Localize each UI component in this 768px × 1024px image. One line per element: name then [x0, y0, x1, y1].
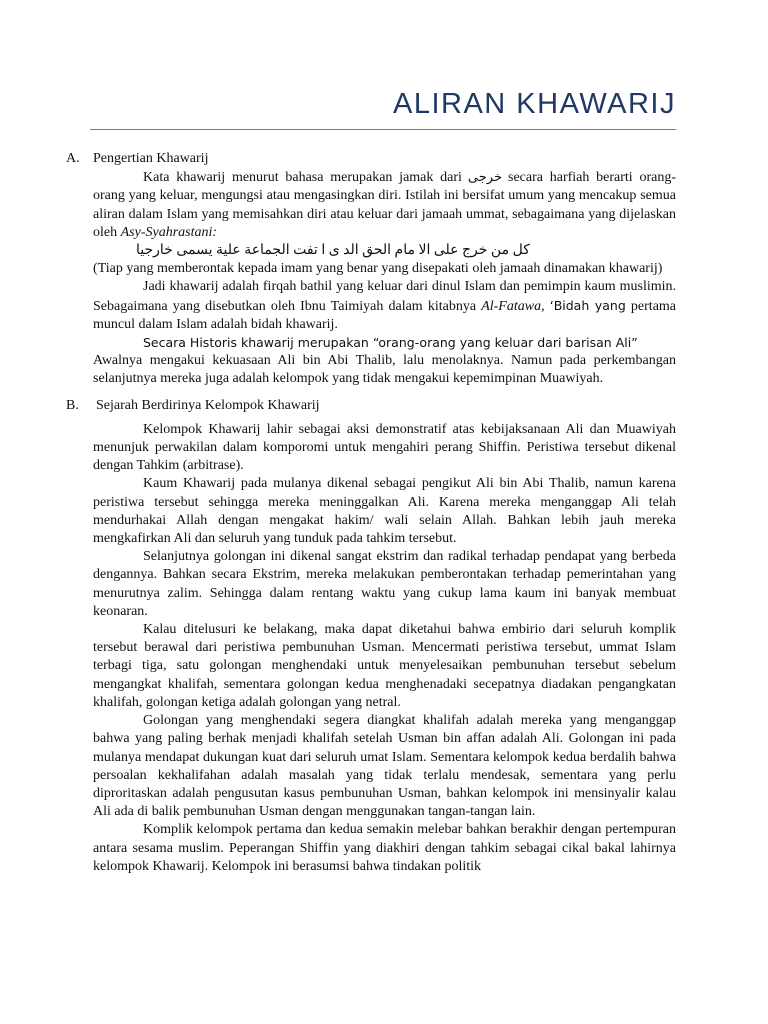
paragraph-text: secara harfiah berarti orang-orang yang keluar, mengungsi atau mengasingkan diri. Istilah ini bersifat umum yang mencakup semua aliran dalam Islam yang memisahkan diri atau keluar dari jamaah ummat, sebagaimana yang dijelaskan oleh [93, 170, 676, 240]
italic-reference: Asy-Syahrastani: [120, 224, 218, 240]
paragraph-text: Jadi khawarij adalah firqah bathil yang keluar dari dinul Islam dan pemimpin kaum muslimin. Sebagaimana yang disebutkan oleh Ibnu Taimiyah dalam kitabnya [93, 279, 676, 314]
document-body [66, 150, 676, 876]
paragraph-historis [66, 334, 676, 389]
paragraph: Selanjutnya golongan ini dikenal sangat ekstrim dan radikal terhadap pendapat yang berbeda dengannya. Bahkan secara Ekstrim, mereka melakukan pemberontakan terhadap pemerintahan yang menurutnya zalim. Sehingga dalam rentang waktu yang cukup lama kaum ini banyak membuat keonaran. [93, 549, 676, 619]
title-underline [90, 129, 676, 130]
quote-line: Secara Historis khawarij merupakan “orang-orang yang keluar dari barisan Ali” [143, 335, 638, 351]
paragraph-firqah [66, 278, 676, 334]
section-b-title: Sejarah Berdirinya Kelompok Khawarij [96, 397, 320, 413]
paragraph-text: pertama muncul dalam Islam adalah bidah khawarij. [93, 298, 677, 332]
paragraph: Komplik kelompok pertama dan kedua semakin melebar bahkan berakhir dengan pertempuran antara sesama muslim. Peperangan Shiffin yang diakhiri dengan tahkim sebagai cikal bakal lahirnya kelompok Khawarij. Kelompok ini berasumsi bahwa tindakan politik [93, 822, 676, 874]
arabic-quotation: كل من خرج على الا مام الحق الد ى ا تفت الجماعة علية يسمى خارجيا [136, 243, 530, 259]
paragraph-text: Kata khawarij menurut bahasa merupakan jamak dari [143, 170, 462, 186]
section-a-number: A. [66, 151, 80, 166]
section-b-number: B. [66, 397, 79, 413]
quote-fragment: ‘Bidah yang [549, 297, 626, 313]
section-b-heading [66, 397, 676, 415]
arabic-word: خرجى [467, 169, 503, 185]
paragraph: Kalau ditelusuri ke belakang, maka dapat diketahui bahwa embirio dari seluruh komplik tersebut berawal dari peristiwa pembunuhan Usman. Mencermati peristiwa tersebut, ummat Islam terbagi tiga, satu golongan menghendaki untuk menyelesaikan pembunuhan tersebut sebelum mengangkat khalifah, sementara golongan kedua menghenadaki secepatnya diadakan pengangkatan khalifah, golongan ketiga adalah golongan yang netral. [93, 622, 676, 710]
paragraph-translation: (Tiap yang memberontak kepada imam yang benar yang disepakati oleh jamaah dinamakan khawarij) [93, 261, 663, 277]
paragraph-definition [66, 168, 676, 242]
paragraph: Kelompok Khawarij lahir sebagai aksi demonstratif atas kebijaksanaan Ali dan Muawiyah menunjuk perwakilan dalam komporomi untuk mengahiri perang Shiffin. Peristiwa tersebut dikenal dengan Tahkim (arbitrase). [93, 421, 676, 474]
paragraph: Kaum Khawarij pada mulanya dikenal sebagai pengikut Ali bin Abi Thalib, namun karena peristiwa tersebut sehingga mereka meninggalkan Ali. Karena mereka menganggap Ali telah mendurhakai Allah dengan mengakat hakim/ wali selain Allah. Bahkan lebih jauh mereka mengkafirkan Ali dan seluruh yang tunduk pada tahkim tersebut. [93, 476, 676, 547]
paragraph-text: Awalnya mengakui kekuasaan Ali bin Abi Thalib, lalu menolaknya. Namun pada perkembangan selanjutnya mereka juga adalah kelompok yang tidak mengakui kepemimpinan Muawiyah. [93, 353, 676, 387]
paragraph: Golongan yang menghendaki segera diangkat khalifah adalah mereka yang menganggap bahwa yang paling berhak menjadi khalifah setelah Usman bin affan adalah Ali. Golongan ini pada mulanya mendapat dukungan kuat dari seluruh umat Islam. Sementara kelompok kedua berdalih bahwa persoalan kekhalifahan adalah masalah yang tidak terlalu mendesak, sementara yang perlu diproritaskan adalah pengusutan kasus pembunuhan Usman, bahkan kelompok ini mensinyalir kalau Ali ada di balik pembunuhan Usman dengan menggunakan tangan-tangan lain. [93, 713, 676, 820]
italic-reference: Al-Fatawa, [481, 298, 545, 314]
section-a-title: Pengertian Khawarij [93, 151, 209, 166]
document-title: ALIRAN KHAWARIJ [392, 88, 676, 120]
section-a-heading [66, 150, 676, 168]
